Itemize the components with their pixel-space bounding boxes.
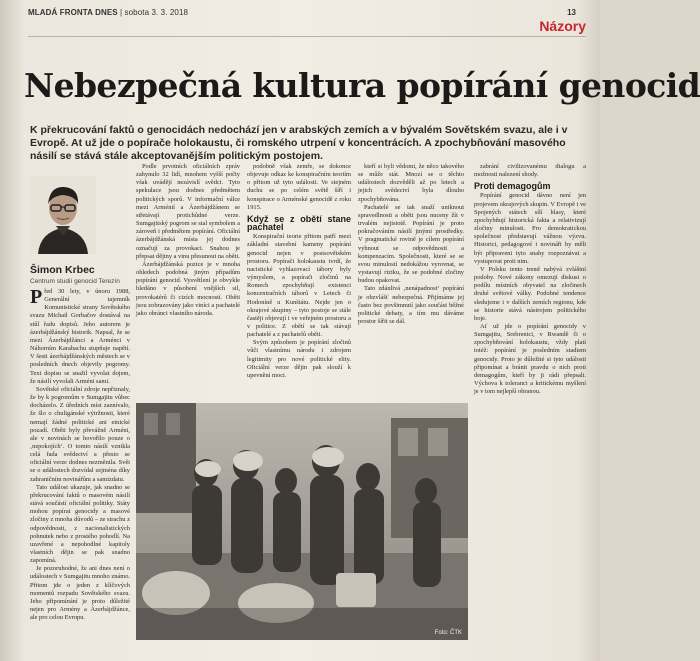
article-lede: K překrucování faktů o genocidách nedochází jen v arabských zemích a v bývalém Sovětském svazu, ale i v Evropě. At už jde o popírače holokaustu, či romského utrpení v koncentrácích. A zpochybňování masového násilí se stává stále akceptovanějším politickým postojem.	[30, 124, 568, 163]
column-5-paragraph-1: zabrání civilizovanému dialogu a možnosti nalezení shody.	[474, 163, 586, 179]
column-3-paragraph-1: podobně však zemře, se dokonce objevuje odkaz ke konspiračním teoriím o přitom už tyto události. Ve stejném duchu se po celém světě šíří i konspirace o Arménské genocidě z roku 1915.	[247, 163, 351, 211]
column-2-paragraph-2: Ázerbájdžánská pozice je v mnoha ohledech podobná jiným případům popírání genocid. Vysvětlení je obvykle hledáno v působení vnějších sil, provokatérů či cizích mocností. Oběti jsou zobrazovány jako viníci a pachatelé jako obránci vlastního národa.	[136, 260, 240, 317]
header-rule	[28, 36, 586, 37]
section-label: Názory	[539, 18, 586, 34]
masthead-left: MLADÁ FRONTA DNES | sobota 3. 3. 2018	[28, 8, 189, 17]
author-portrait	[30, 176, 96, 254]
article-photo	[136, 403, 468, 640]
issue-date: sobota 3. 3. 2018	[124, 8, 189, 17]
column-2-paragraph-1: Podle prvotních oficiálních zpráv zahynulo 32 lidí, mnohem vyšší počty však uvádějí nezávislí svědci. Tyto spekulace jsou dodnes předmětem politických sporů. V informační válce mezi Arménií a Ázerbájdžánem se střetávají protichůdné verze. Sumgajitský pogrom se stal symbolem a zároveň i předmětem popírání. Oficiální ázerbájdžánská místa jej dodnes označují za provokaci. Snahou je přepsat dějiny a vinu přesunout na oběti.	[136, 163, 240, 260]
article-headline: Nebezpečná kultura popírání genocid	[24, 66, 700, 105]
author-portrait-image	[30, 176, 96, 254]
column-5-paragraph-3: V Polsku tento trend nabývá zvláštní podoby. Nové zákony omezují diskusi o podílu místních obyvatel na zločinech druhé světové války. Podobné tendence sledujeme i v dalších zemích regionu, kde se historie stává nástrojem politického boje.	[474, 265, 586, 322]
article-column-5	[474, 163, 586, 651]
column-5-paragraph-2: Popírání genocid dávno není jen projevem okrajových skupin. V Evropě i ve Spojených státech sílí hlasy, které zpochybňují historická fakta a relativizují zločiny minulosti. Pro demokratickou společnost představují vážnou výzvu. Historici, pedagogové i novináři by měli být připraveni tyto snahy rozpoznávat a vystupovat proti nim.	[474, 192, 586, 265]
paper-name: MLADÁ FRONTA DNES	[28, 8, 118, 17]
author-box	[30, 264, 140, 285]
article-column-1	[30, 288, 130, 650]
column-4-paragraph-1: kteří si byli vědomi, že něco takového se může stát. Mnozí se o těchto událostech dozvěděli až po letech a jejich svědectví byla dlouho zpochybňována.	[358, 163, 464, 203]
column-5-paragraph-4: Ať už jde o popírání genocidy v Sumgajitu, Srebrenici, v Rwandě či o zpochybňování holokaustu, vždy platí totéž: popírání je posledním stadiem genocidy. Proto je důležité si tyto události připomínat a bránit pravdu o nich proti demagogům, kteří by ji rádi přepsali. Výchova k toleranci a kritickému myšlení je v tom nejlepší obranou.	[474, 322, 586, 396]
column-1-paragraph-4: Je pozoruhodné, že ani dnes není o událostech v Sumgajitu mnoho známo. Přitom jde o jeden z klíčových momentů rozpadu Sovětského svazu. Jeho připomínání je proto důležité nejen pro Armény a Ázerbájdžánce, ale pro celou Evropu.	[30, 565, 130, 622]
article-column-4	[358, 163, 464, 399]
author-role: Centrum studií genocid Terezín	[30, 278, 120, 285]
subheading-perpetrator: Když se z obětí stane pachatel	[247, 213, 351, 233]
column-1-paragraph-3: Tato událost ukazuje, jak snadno se překrucování faktů o masovém násilí stává součástí oficiální politiky. Státy mohou popírat genocidy a masové zločiny z mnoha důvodů – ze strachu z odpovědnosti, z nacionalistických pohnutek nebo z prostého pohodlí. Na uzavřené a nepohodlné kapitoly vlastních dějin se pak snadno zapomíná.	[30, 483, 130, 565]
subheading-demagogues: Proti demagogům	[474, 181, 551, 192]
refugee-crowd-photo	[136, 403, 468, 640]
masthead	[28, 6, 588, 20]
column-3-paragraph-3: Svým způsobem je popírání zločinů vůči vlastnímu národu i zdrojem legitimity pro nové politické elity. Oficiální verze dějin pak slouží k upevnění moci.	[247, 339, 351, 379]
photo-credit: Foto: ČTK	[434, 630, 462, 636]
column-4-paragraph-3: Tato zdánlivá ‚nenápadnost‘ popírání je obzvlášť nebezpečná. Přijímáme jej často bez povšimnutí jako součást běžné politické debaty, a tím mu dáváme prostor šířit se dál.	[358, 285, 464, 325]
article-column-3	[247, 163, 351, 399]
page-number: 13	[567, 8, 576, 17]
article-column-2	[136, 163, 240, 399]
column-3-paragraph-2: Konspirační teorie přitom patří mezi základní stavební kameny popírání genocid nejen v postsovětském prostoru. Popírači holokaustu tvrdí, že nacistické vyhlazovací tábory byly výmyslem, a popírači zločinů na Romech zpochybňují existenci koncentračních táborů v Letech či Hodoníně u Kunštátu. Nejde jen o okrajové skupiny – tyto postoje se stále častěji objevují i ve veřejném prostoru a v politice. Z obětí se tak stávají pachatelé a z pachatelů oběti.	[247, 233, 351, 339]
author-name: Šimon Krbec	[30, 264, 95, 276]
column-1-paragraph-1: řed 30 lety, v únoru 1988, Generální tajemník Komunistické strany Sovětského svazu Michail Gorbačov dostával na stůl řadu dopisů. Jeho autorem je ázerbájdžánský historik. Napsal, že se mezi Ázerbájdžánci a Arménci v Náhorním Karabachu stupňuje napětí. V šesti ázerbájdžánských městech se v posledních dnech objevily pogromy. Text dopisu se snažil vyvolat dojem, že násilí vyvolali Arméni sami.	[30, 288, 130, 385]
column-4-paragraph-2: Pachatelé se tak snaží uniknout spravedlnosti a oběti jsou nuceny žít v trvalém nejistotě. Popírání je proto pokračováním násilí jinými prostředky. V pragmatické rovině je cílem popírání vyhnout se odpovědnosti a kompenzacím. Společnosti, které se se svou minulostí nedokážou vyrovnat, se vystavují riziku, že se podobné zločiny budou opakovat.	[358, 203, 464, 285]
column-1-paragraph-2: Sovětské oficiální zdroje nepřiznaly, že by k pogromům v Sumgajitu vůbec docházelo. Z úředních míst zaznívalo, že šlo o chuligánské výtržnosti, které nemají žádné politické ani etnické pozadí. Oběti byly převážně Arméni, ale v novinách se hovořilo pouze o ‚nepokojích‘. O tomto násilí vznikla celá řada svědectví a přesto se oficiální verze dodnes nezměnila. Svět se o událostech dozvídal zejména díky zahraničním novinářům a samizdatu.	[30, 385, 130, 483]
drop-cap: P	[30, 286, 43, 308]
